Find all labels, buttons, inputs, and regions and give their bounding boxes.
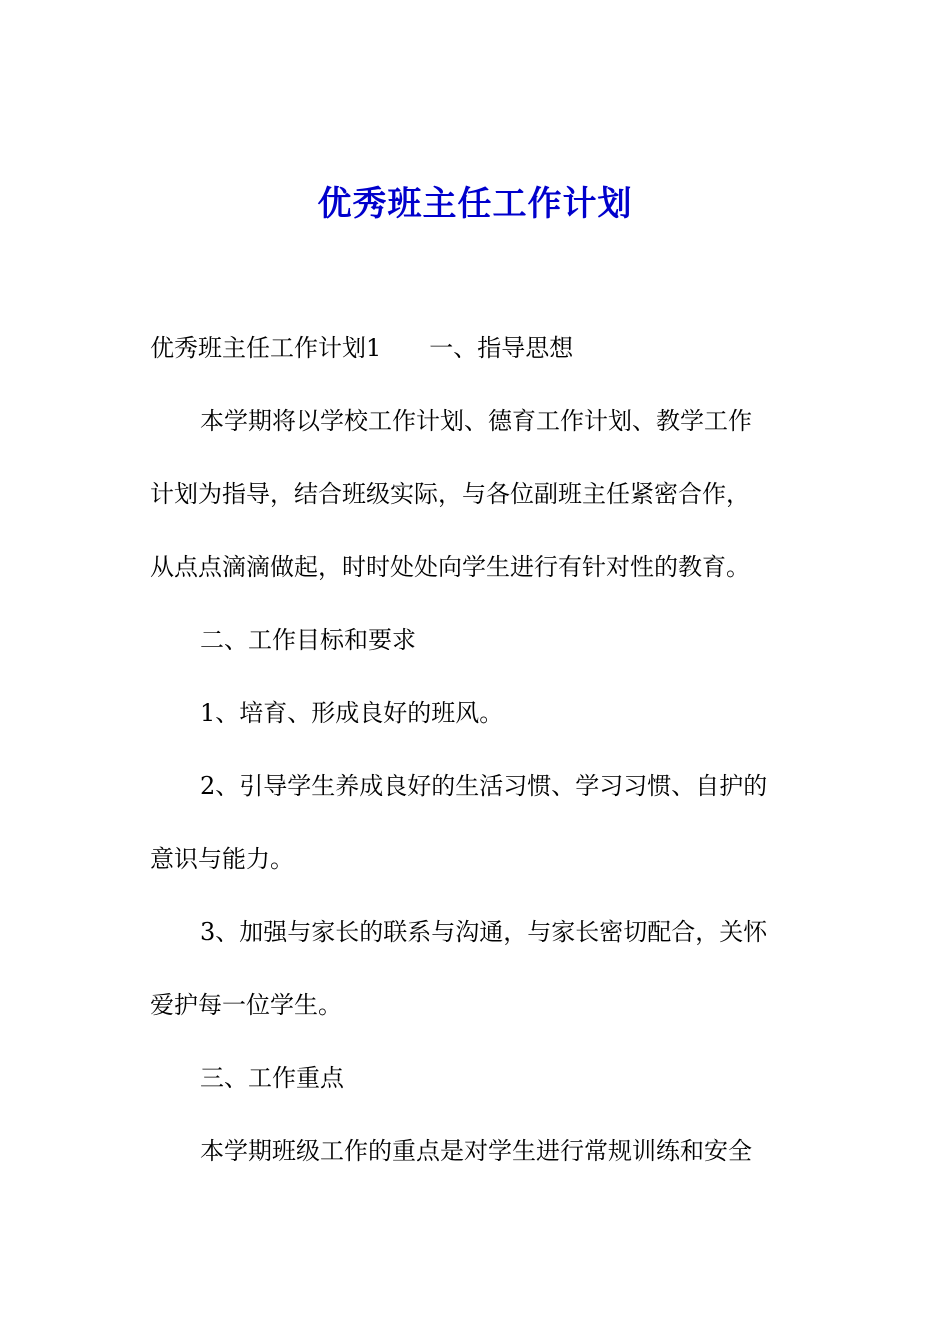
list-item-3 [150,914,805,1024]
list-item-2 [150,768,805,878]
list-item-line: 3、加强与家长的联系与沟通，与家长密切配合，关怀 [200,918,768,946]
list-item-line: 2、引导学生养成良好的生活习惯、学习习惯、自护的 [200,772,768,800]
paragraph-guidance [150,403,805,586]
section-heading-goals [150,622,805,659]
paragraph-line: 计划为指导，结合班级实际，与各位副班主任紧密合作， [150,480,750,508]
intro-line [150,330,805,367]
paragraph-focus [150,1133,805,1170]
plan-heading: 优秀班主任工作计划1 [150,334,382,362]
paragraph-line: 从点点滴滴做起，时时处处向学生进行有针对性的教育。 [150,553,750,581]
document-title: 优秀班主任工作计划 [317,184,633,224]
section-heading-guidance: 一、指导思想 [429,334,574,362]
list-item-line: 爱护每一位学生。 [150,991,342,1019]
paragraph-line: 本学期班级工作的重点是对学生进行常规训练和安全 [200,1137,752,1165]
list-item-1 [150,695,805,732]
section-heading-line: 二、工作目标和要求 [200,626,416,654]
list-item-line: 1、培育、形成良好的班风。 [200,699,504,727]
document-body [150,330,805,1206]
intro-heading-line [150,330,805,367]
list-item-line: 意识与能力。 [150,845,294,873]
section-heading-line: 三、工作重点 [200,1064,344,1092]
section-heading-focus [150,1060,805,1097]
paragraph-line: 本学期将以学校工作计划、德育工作计划、教学工作 [200,407,752,435]
